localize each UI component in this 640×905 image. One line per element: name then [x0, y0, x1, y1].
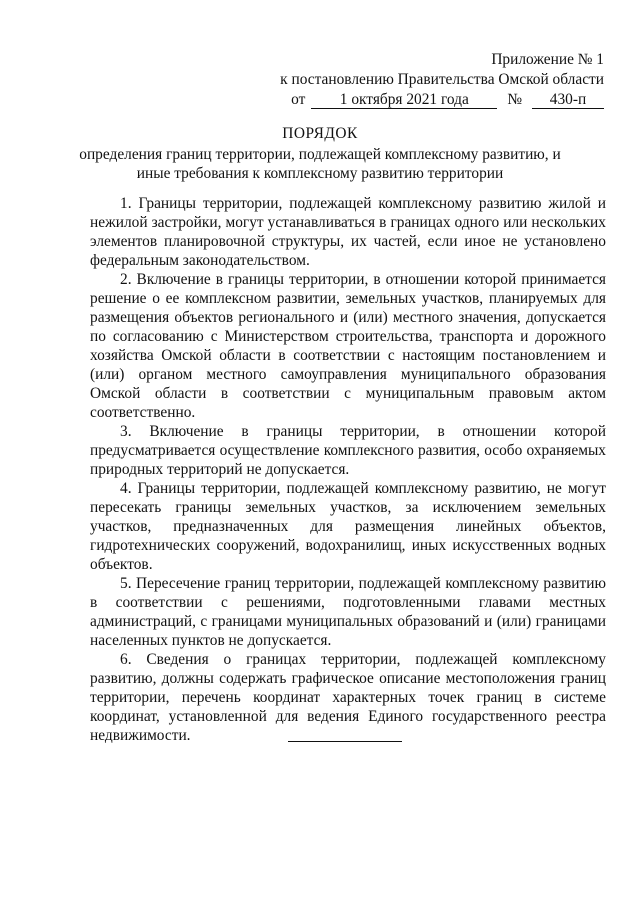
- paragraph-2: 2. Включение в границы территории, в отношении которой принимается решение о ее комплексном развитии, земельных участков, планируемых для размещения объектов регионального и (или) местного значения, допускается по согласованию с Министерством строительства, транспорта и дорожного хозяйства Омской области в соответствии с настоящим постановлением и (или) органом местного самоуправления муниципального образования Омской области в соответствии с муниципальным правовым актом соответственно.: [90, 271, 606, 421]
- resolution-date-line: [280, 90, 604, 110]
- title-subtitle-line1: определения границ территории, подлежащей комплексному развитию, и: [79, 146, 561, 163]
- paragraph-6: 6. Сведения о границах территории, подлежащей комплексному развитию, должны содержать графическое описание местоположения границ территории, перечень координат характерных точек границ в системе координат, установленной для ведения Единого государственного реестра недвижимости.: [90, 651, 606, 744]
- appendix-header: [280, 50, 604, 110]
- paragraph-5: 5. Пересечение границ территории, подлежащей комплексному развитию в соответствии с решениями, подготовленными главами местных администраций, с границами муниципальных образований и (или) границами населенных пунктов не допускается.: [90, 575, 606, 649]
- closing-divider: [288, 741, 402, 742]
- paragraph-4: 4. Границы территории, подлежащей комплексному развитию, не могут пересекать границы земельных участков, за исключением земельных участков, предназначенных для размещения линейных объектов, гидротехнических сооружений, водохранилищ, иных искусственных водных объектов.: [90, 480, 606, 573]
- appendix-title: Приложение № 1: [491, 51, 604, 68]
- document-title: [40, 124, 600, 183]
- resolution-reference: к постановлению Правительства Омской области: [280, 71, 604, 88]
- from-label: от: [291, 91, 306, 108]
- paragraph-3: 3. Включение в границы территории, в отношении которой предусматривается осуществление комплексного развития, особо охраняемых природных территорий не допускается.: [90, 423, 606, 478]
- title-main: ПОРЯДОК: [282, 125, 358, 142]
- title-subtitle-line2: иные требования к комплексному развитию территории: [136, 165, 504, 182]
- number-sign: №: [507, 91, 522, 108]
- paragraph-1: 1. Границы территории, подлежащей комплексному развитию жилой и нежилой застройки, могут устанавливаться в границах одного или нескольких элементов планировочной структуры, их частей, если иное не установлено федеральным законодательством.: [90, 195, 606, 269]
- resolution-number: 430-п: [532, 92, 604, 109]
- resolution-date: 1 октября 2021 года: [311, 92, 497, 109]
- document-body: [90, 194, 606, 745]
